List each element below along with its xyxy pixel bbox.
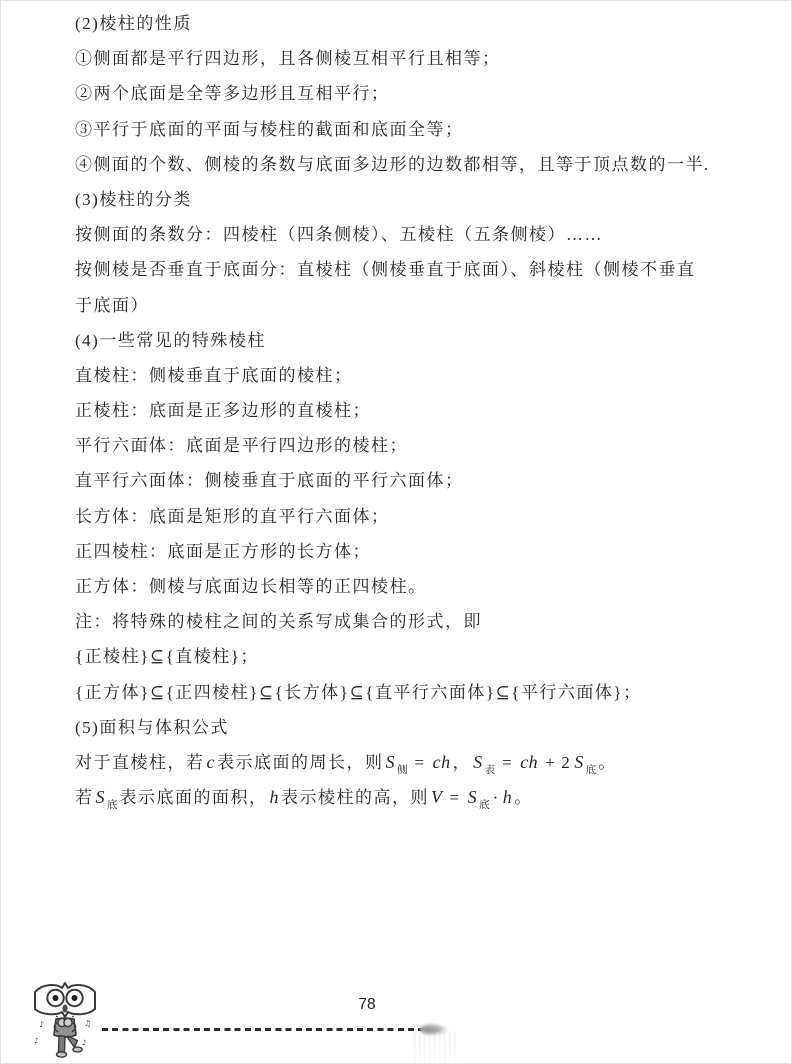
property-item-3: ③平行于底面的平面与棱柱的截面和底面全等； xyxy=(75,119,464,139)
special-prism-right: 直棱柱：侧棱垂直于底面的棱柱； xyxy=(75,365,353,385)
var-ch: ch xyxy=(520,751,539,772)
formula-period: 。 xyxy=(598,752,617,772)
music-note-icon: ♪ xyxy=(82,1038,87,1047)
property-item-2: ②两个底面是全等多边形且互相平行； xyxy=(75,84,390,104)
var-c: c xyxy=(206,751,215,772)
classification-line-3: 于底面） xyxy=(75,295,149,315)
property-item-4: ④侧面的个数、侧棱的条数与底面多边形的边数都相等，且等于顶点数的一半. xyxy=(75,154,710,174)
set-relation-1: {正棱柱}⊆{直棱柱}； xyxy=(75,647,259,667)
special-prism-cuboid: 长方体：底面是矩形的直平行六面体； xyxy=(75,506,390,526)
formula-text: 表示底面的面积， xyxy=(119,788,268,808)
equals-sign: = xyxy=(414,752,426,772)
formula-text: 若 xyxy=(75,788,94,808)
note-line: 注：将特殊的棱柱之间的关系写成集合的形式，即 xyxy=(75,612,482,632)
footer-dashed-line xyxy=(102,1028,424,1031)
classification-line-2: 按侧棱是否垂直于底面分：直棱柱（侧棱垂直于底面）、斜棱柱（侧棱不垂直 xyxy=(75,260,696,280)
special-prism-square-prism: 正四棱柱：底面是正方形的长方体； xyxy=(75,541,371,561)
multiplication-dot: · xyxy=(492,788,500,808)
special-prism-parallelepiped: 平行六面体：底面是平行四边形的棱柱； xyxy=(75,436,408,456)
subscript-base: 底 xyxy=(585,764,597,776)
document-content xyxy=(75,6,732,815)
subscript-total: 表 xyxy=(484,764,496,776)
classification-line-1: 按侧面的条数分：四棱柱（四条侧棱）、五棱柱（五条侧棱）…… xyxy=(75,225,603,245)
var-s-base: S xyxy=(467,787,478,808)
set-relation-2: {正方体}⊆{正四棱柱}⊆{长方体}⊆{直平行六面体}⊆{平行六面体}； xyxy=(75,682,642,702)
music-note-icon: ♫ xyxy=(84,1019,92,1028)
formula-period: 。 xyxy=(514,788,533,808)
section-4-title: (4)一些常见的特殊棱柱 xyxy=(75,330,266,350)
subscript-base: 底 xyxy=(479,800,490,812)
plus-sign: + xyxy=(545,752,557,772)
var-h: h xyxy=(269,787,279,808)
var-v: V xyxy=(431,787,443,808)
owl-leg-left xyxy=(59,1036,66,1053)
var-s-lateral: S xyxy=(385,751,395,772)
owl-leg-right xyxy=(68,1036,78,1048)
var-s-base: S xyxy=(574,751,584,772)
var-s-total: S xyxy=(473,751,483,772)
formula-comma: ， xyxy=(452,752,472,772)
music-note-icon: ♪ xyxy=(34,1036,39,1045)
owl-pupil-right xyxy=(72,995,78,1001)
owl-beak xyxy=(62,1005,67,1013)
subscript-base: 底 xyxy=(107,800,118,812)
formula-text: 表示棱柱的高，则 xyxy=(281,788,429,808)
var-h: h xyxy=(502,787,513,808)
section-5-title: (5)面积与体积公式 xyxy=(75,717,229,737)
page-number: 78 xyxy=(358,996,376,1013)
formula-surface-area xyxy=(75,745,732,780)
owl-shoe-left xyxy=(57,1052,67,1057)
var-ch: ch xyxy=(432,751,451,772)
equals-sign: = xyxy=(502,752,514,772)
special-prism-cube: 正方体：侧棱与底面边长相等的正四棱柱。 xyxy=(75,577,427,596)
music-note-icon: ♪ xyxy=(39,1020,45,1029)
section-2-title: (2)棱柱的性质 xyxy=(75,14,192,33)
formula-text: 对于直棱柱，若 xyxy=(75,752,205,772)
coefficient-2: 2 xyxy=(561,752,572,772)
formula-volume xyxy=(75,780,732,815)
property-item-1: ①侧面都是平行四边形，且各侧棱互相平行且相等； xyxy=(75,49,501,69)
scan-smear-artifact xyxy=(414,1032,458,1064)
subscript-lateral: 侧 xyxy=(397,764,408,776)
owl-pupil-left xyxy=(53,995,59,1001)
special-prism-right-parallelepiped: 直平行六面体：侧棱垂直于底面的平行六面体； xyxy=(75,471,464,491)
var-s-base: S xyxy=(95,787,105,808)
owl-hand-right xyxy=(64,1018,72,1026)
owl-shoe-right xyxy=(73,1047,82,1052)
owl-mascot-icon xyxy=(32,979,98,1061)
equals-sign: = xyxy=(449,788,461,808)
special-prism-regular: 正棱柱：底面是正多边形的直棱柱； xyxy=(75,401,371,421)
formula-text: 表示底面的周长，则 xyxy=(217,752,384,772)
section-3-title: (3)棱柱的分类 xyxy=(75,189,192,209)
